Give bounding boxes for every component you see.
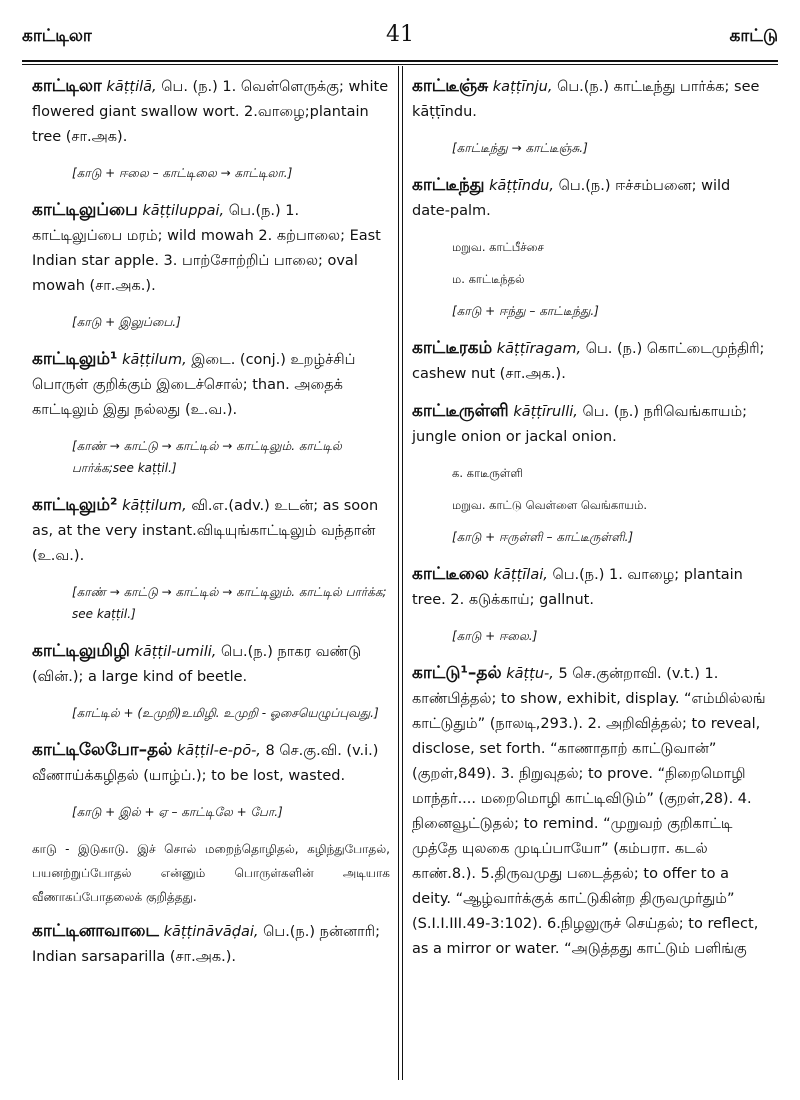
- transliteration: kāṭṭilā,: [106, 79, 157, 95]
- definition: வி.எ.(adv.) உடன்; as soon as, at the very instant.விடியுங்காட்டிலும் வந்தான் (உ.வ.).: [32, 498, 379, 564]
- headword: காட்டிலும்¹: [32, 349, 118, 369]
- dictionary-entry: [32, 347, 390, 423]
- header-rule-thin: [22, 64, 778, 65]
- definition: பெ. (ந.) நரிவெங்காயம்; jungle onion or jackal onion.: [412, 404, 748, 445]
- dictionary-entry: [32, 493, 390, 569]
- cognate-note: மறுவ. காட்பீச்சை: [452, 240, 544, 254]
- definition: பெ.(ந.) நன்னாரி; Indian sarsaparilla (சா.அக.).: [32, 924, 380, 965]
- headword: காட்டீஞ்சு: [412, 76, 489, 96]
- headword: காட்டிலும்²: [32, 495, 118, 515]
- definition: பெ.(ந.) ஈச்சம்பனை; wild date-palm.: [412, 178, 731, 219]
- page-number: 41: [386, 22, 414, 47]
- left-column: [32, 74, 390, 982]
- page-header: [22, 8, 778, 52]
- transliteration: kāṭṭiluppai,: [142, 203, 225, 219]
- dictionary-entry: [412, 661, 768, 962]
- dictionary-entry: [412, 562, 768, 613]
- definition: பெ.(ந.) 1. வாழை; plantain tree. 2. கடுக்காய்; gallnut.: [412, 567, 743, 608]
- transliteration: kāṭṭīrulli,: [513, 404, 578, 420]
- definition: இடை. (conj.) உறழ்ச்சிப் பொருள் குறிக்கும் இடைச்சொல்; than. அதைக் காட்டிலும் இது நல்லது (உ.வ.).: [32, 352, 356, 418]
- transliteration: kāṭṭilum,: [122, 352, 187, 368]
- dictionary-entry: [412, 399, 768, 450]
- headword: காட்டிலேபோ–தல்: [32, 740, 173, 760]
- definition: 5 செ.குன்றாவி. (v.t.) 1. காண்பித்தல்; to show, exhibit, display. “எம்மில்லங் காட்டுதும்” (நாலடி,293.). 2. அறிவித்தல்; to reveal, disclose, set forth. “காணாதாற் காட்டுவான்” (குறள்,849). 3. நிறுவுதல்; to prove. “நிறைமொழி மாந்தர்.... மறைமொழி காட்டிவிடும்” (குறள்,28). 4. நினைவூட்டுதல்; to remind. “முறுவற் குறிகாட்டி முத்தே யுலகை முடிப்பாயோ” (கம்பரா. கடல் காண்.8.). 5.திருவமுது படைத்தல்; to offer to a deity. “ஆழ்வார்க்குக் காட்டுகின்ற திருவமுர்தும்” (S.I.I.III.49-3:102). 6.நிழலுருச் செய்தல்; to reflect, as a mirror or water. “அடுத்தது காட்டும் பளிங்கு: [412, 666, 766, 957]
- transliteration: kāṭṭu-,: [506, 666, 554, 682]
- definition: பெ. (ந.) 1. வெள்ளெருக்கு; white flowered giant swallow wort. 2.வாழை;plantain tree (சா.அக).: [32, 79, 389, 145]
- etymology: [காடு + ஈருள்ளி – காட்டீருள்ளி.]: [452, 530, 634, 544]
- column-divider: [398, 66, 399, 1080]
- definition: பெ.(ந.) நாகர வண்டு (வின்.); a large kind of beetle.: [32, 644, 362, 685]
- dictionary-entry: [32, 74, 390, 150]
- usage-note: காடு - இடுகாடு. இச் சொல் மறைந்தொழிதல், கழிந்துபோதல், பயனற்றுப்போதல் என்னும் பொருள்களின் அடியாக வீணாகப்போதலைக் குறித்தது.: [32, 842, 390, 904]
- etymology: [காட்டீந்து → காட்டீஞ்சு.]: [452, 141, 588, 155]
- etymology: [காடு + ஈந்து – காட்டீந்து.]: [452, 304, 599, 318]
- etymology: [காடு + இல் + ஏ – காட்டிலே + போ.]: [72, 805, 283, 819]
- transliteration: kāṭṭilum,: [122, 498, 187, 514]
- etymology: [காடு + ஈலை.]: [452, 629, 538, 643]
- headword: காட்டிலுப்பை: [32, 200, 138, 220]
- etymology: [காண் → காட்டு → காட்டில் → காட்டிலும். காட்டில் பார்க்க;see kaṭṭil.]: [72, 439, 342, 475]
- dictionary-entry: [32, 738, 390, 789]
- transliteration: kāṭṭil-umili,: [134, 644, 217, 660]
- cognate-note: க. காடீருள்ளி: [452, 466, 523, 480]
- transliteration: kāṭṭil-e-pō-,: [176, 743, 261, 759]
- dictionary-entry: [412, 173, 768, 224]
- dictionary-entry: [32, 919, 390, 970]
- definition: பெ. (ந.) கொட்டைமுந்திரி; cashew nut (சா.அக.).: [412, 341, 765, 382]
- transliteration: kaṭṭīnju,: [492, 79, 553, 95]
- etymology: [காடு + இலுப்பை.]: [72, 315, 181, 329]
- dictionary-entry: [412, 74, 768, 125]
- dictionary-entry: [32, 639, 390, 690]
- headword: காட்டீந்து: [412, 175, 485, 195]
- transliteration: kāṭṭīlai,: [493, 567, 548, 583]
- definition: பெ.(ந.) 1. காட்டிலுப்பை மரம்; wild mowah 2. கற்பாலை; East Indian star apple. 3. பாற்சோற்றிப் பாலை; oval mowah (சா.அக.).: [32, 203, 381, 294]
- cognate-note: ம. காட்டீந்தல்: [452, 272, 525, 286]
- etymology: [காடு + ஈலை – காட்டிலை → காட்டிலா.]: [72, 166, 293, 180]
- headword: காட்டினாவாடை: [32, 921, 159, 941]
- transliteration: kāṭṭīndu,: [489, 178, 554, 194]
- headword: காட்டீருள்ளி: [412, 401, 509, 421]
- header-right-guideword: காட்டு: [729, 26, 778, 46]
- dictionary-entry: [412, 336, 768, 387]
- right-column: [412, 74, 768, 974]
- headword: காட்டிலுமிழி: [32, 641, 130, 661]
- headword: காட்டீரகம்: [412, 338, 493, 358]
- transliteration: kāṭṭināvāḍai,: [163, 924, 259, 940]
- headword: காட்டிலா: [32, 76, 102, 96]
- headword: காட்டீலை: [412, 564, 490, 584]
- etymology: [காண் → காட்டு → காட்டில் → காட்டிலும். காட்டில் பார்க்க; see kaṭṭil.]: [72, 585, 387, 621]
- definition: 8 செ.கு.வி. (v.i.) வீணாய்க்கழிதல் (யாழ்ப்.); to be lost, wasted.: [32, 743, 379, 784]
- cognate-note: மறுவ. காட்டு வெள்ளை வெங்காயம்.: [452, 498, 648, 512]
- headword: காட்டு¹–தல்: [412, 663, 502, 683]
- header-rule: [22, 60, 778, 62]
- definition: பெ.(ந.) காட்டீந்து பார்க்க; see kāṭṭīndu.: [412, 79, 760, 120]
- dictionary-entry: [32, 198, 390, 299]
- column-divider-thin: [402, 66, 403, 1080]
- header-left-guideword: காட்டிலா: [22, 26, 92, 46]
- transliteration: kāṭṭīragam,: [496, 341, 582, 357]
- etymology: [காட்டில் + (உமுறி)உமிழி. உமுறி - ஓசையெழுப்புவது.]: [72, 706, 379, 720]
